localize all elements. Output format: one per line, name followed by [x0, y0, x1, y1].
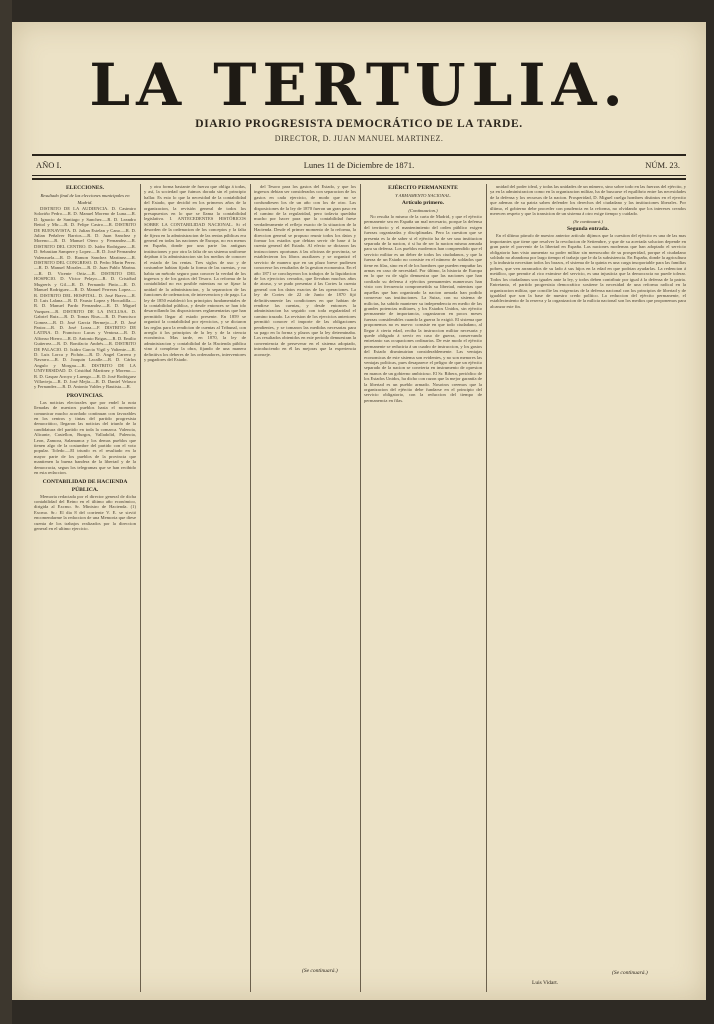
- column-5-continues: (Se continuará.): [612, 970, 648, 976]
- top-rule: [32, 154, 686, 156]
- issue-number: NÚM. 23.: [645, 160, 680, 170]
- column-separator-1: [140, 184, 141, 992]
- newspaper-page: [12, 22, 706, 1000]
- dateline-rule-top: [32, 175, 686, 176]
- dateline: [32, 160, 686, 174]
- column-5-signature-left: (Se continuará.): [573, 219, 603, 225]
- dateline-rule-bottom: [32, 178, 686, 180]
- column-3: [254, 184, 356, 994]
- column-3-continues: (Se continuará.): [302, 968, 338, 974]
- column-1-subheading: Resultado final de las elecciones municipales en Madrid.: [40, 193, 130, 205]
- column-4-subheading: Y ARMAMENTO NACIONAL.: [395, 193, 451, 198]
- column-5: [490, 184, 686, 994]
- column-4-heading-2: Artículo primero.: [401, 200, 445, 206]
- column-separator-4: [486, 184, 487, 992]
- column-5-body-2: En el último párrafo de nuestro anterior artículo dijimos que la cuestion del ejército es una de las mas importantes que tiene que resolver la revolucion de Setiembre, y que de su acertada solucion depende en gran parte el porvenir de la libertad en España. Las naciones modernas que han adoptado el servicio obligatorio han visto aumentar su poder militar sin menoscabo de su prosperidad, porque el ciudadano soldado no abandona por largo tiempo el trabajo que le da la subsistencia. En España, donde la agricultura y la industria necesitan todos los brazos, el sistema de la quinta es una carga insoportable para las familias pobres, que ven arrancados de su lado á sus hijos en la edad en que podrian ayudarlas. La redencion á metálico, que permite al rico eximirse del servicio, es una injusticia que la democracia no puede tolerar. Todos los ciudadanos son iguales ante la ley, y todos deben contribuir por igual á la defensa de la patria. Entretanto, el partido progresista democrático sostiene la necesidad de una reforma radical en la organizacion militar, que concilie las exigencias de la defensa nacional con los principios de libertad y de igualdad que son la base de nuestro credo político. La reduccion del ejército permanente, el establecimiento de la reserva y la organizacion de la milicia nacional son los medios que proponemos para alcanzar este fin.: [490, 233, 686, 309]
- column-2: [144, 184, 246, 994]
- column-5-heading-2: Segunda entrada.: [567, 226, 609, 233]
- issue-year: AÑO I.: [36, 160, 62, 170]
- column-separator-3: [360, 184, 361, 992]
- column-1-heading-2: PROVINCIAS.: [66, 392, 104, 399]
- column-1: [34, 184, 136, 994]
- issue-date: Lunes 11 de Diciembre de 1871.: [303, 160, 415, 170]
- column-2-body: y otra forma bastante de fuerza que obliga á todas, y así, la sociedad que fuimos dorada sin el principio hallar. Es esto lo que la necesidad de la contabilidad del Estado, que decidió en los primeros años de la organizacion, la revisión general de todos los presupuestos en lo que se llama la contabilidad legislativa. I. ANTECEDENTES HISTÓRICOS SOBRE LA CONTABILIDAD NACIONAL. Si el desorden de la ordenacion de los conceptos y la falta de fijeza en la administracion de las rentas públicas era general en todas las naciones de Europa, no era menos en España, donde por una parte las antiguas instituciones y por otra la falta de un sistema uniforme dejaban á la administracion sin los medios de conocer el estado de las rentas. Tres siglos de uso y de costumbre habian fijado la forma de las cuentas, y no habia un método seguro para conocer la verdad de los ingresos y de los gastos del Tesoro. La reforma de la contabilidad no era posible mientras no se fijase la unidad de la administracion, y la separacion de las funciones de ordenacion, de intervencion y de pago. La ley de 1850 estableció los principios fundamentales de la contabilidad pública, y desde entonces se han ido desarrollando las disposiciones reglamentarias que han permitido llegar al estado presente. En 1859 se organizó la contabilidad por ejercicios, y se dictaron las reglas para la rendicion de cuentas al Tribunal, con arreglo á los principios de la ley y de la ciencia económica. Mas tarde, en 1870, la ley de administracion y contabilidad de la Hacienda pública vino á completar la obra, fijando de una manera definitiva los deberes de los ordenadores, interventores y pagadores del Estado.: [144, 184, 246, 362]
- column-1-heading: ELECCIONES.: [65, 185, 105, 191]
- column-separator-2: [250, 184, 251, 992]
- column-4-body: No resulta lo mismo de la carta de Madrid, y que el ejército permanente sea en España un mal necesario, porque la defensa del territorio y el mantenimiento del orden público exigen fuerzas organizadas y disciplinadas. Pero la cuestion que se presenta es la de saber si el ejército ha de ser una institucion separada de la nacion, ó si ha de ser la nacion misma armada para su defensa. Los pueblos modernos han comprendido que el servicio militar es un deber de todos los ciudadanos, y que la fuerza de un Estado no consiste en el número de soldados que tiene en filas, sino en el de los hombres que pueden empuñar las armas en caso de necesidad. Por último, la historia de Europa en lo que va de siglo demuestra que las naciones que han confiado su defensa á ejércitos permanentes numerosos han visto con frecuencia comprometida su libertad, mientras que aquellas que han organizado la nacion armada han podido conservar sus instituciones. La Suiza, con su sistema de milicias, ha sabido mantener su independencia en medio de las grandes potencias militares, y los Estados Unidos, sin ejército permanente de importancia, organizaron en pocos meses fuerzas considerables cuando la guerra lo exigió. El sistema que proponemos no es nuevo: consiste en que todo ciudadano, al llegar á cierta edad, reciba la instruccion militar necesaria y quede obligado á servir en caso de guerra, conservando entretanto sus ocupaciones ordinarias. De este modo el ejército permanente se reduciria á un cuadro de instruccion, y los gastos del Estado disminuirian considerablemente. Las ventajas economicas de este sistema son evidentes, y no son menores las ventajas politicas, pues desaparece el peligro de que un ejército separado de la nacion se convierta en instrumento de opresion en manos de un gobierno ambicioso. El Sr. Ribera, periódico de los Estados Unidos, ha dicho con razon que la mejor garantía de la libertad es un pueblo armado. Nosotros creemos que la organizacion del ejército debe fundarse en el principio del servicio obligatorio, con la reduccion del tiempo de permanencia en filas.: [364, 214, 482, 403]
- column-1-body-2: Las noticias electorales que por endel la nota llenadas de nuestros pueblos hasta el momento comunicar mucho acordado continuan con favorables en los centros y tintas del partido progresista democrático, llegaron las noticias del triunfo de la candidatura del partido en toda la comarca. Valencia, Alicante, Castellon, Burgos, Valladolid, Palencia, Leon, Zamora, Salamanca y los demas pueblos que tienen algo de la costumbre del partido con el voto popular. Toledo.—El triunfo es el resultado en la mayor parte de los pueblos de la provincia que mantienen la buena bandera de la libertad y de la democracia, segun los telegramas que se han recibido en esta redaccion.: [34, 399, 136, 476]
- column-5-body: unidad del poder ideal, y todas las unidades de un número, sino sobre todo en las fuerzas del ejército, y ya en la administracion como en la organizacion militar, ha de buscarse el equilibrio entre las necesidades de la defensa y los recursos de la nacion. Prosperidad, D. Miguel cuelga hombres distintos en el ejercito que ademas de su patria saben defender los derechos del ciudadano y las instituciones liberales. Por último, el gobierno debe proceder con prudencia en la reforma, no olvidando que los intereses creados merecen respeto y que la transicion de un sistema á otro exige tiempo y cuidado.: [490, 184, 686, 217]
- column-5-signature: Luis Vidart.: [532, 980, 559, 986]
- column-1-body-3: Memoria redactada por el director general de dicha contabilidad del Reino en el último año económico, dirigida al Excmo. Sr. Ministro de Hacienda. (1) Excmo. Sr.: El dia 8 del corriente V. E. se sirvió encomendarme la redaccion de una Memoria que diese cuenta de los trabajos realizados por la direccion general en el ultimo ejercicio.: [34, 493, 136, 531]
- column-4: [364, 184, 482, 994]
- column-4-heading: EJÉRCITO PERMANENTE: [388, 185, 458, 191]
- column-3-body: del Tesoro para los gastos del Estado, y que los ingresos debian ser considerados con separacion de los gastos en cada ejercicio, de modo que no se confundiesen los de un año con los de otro. Las disposiciones de la ley de 1870 fueron un gran paso en el camino de la regularidad, pero todavia quedaba mucho por hacer para que la contabilidad fuese verdaderamente el reflejo exacto de la situacion de la Hacienda. Desde el primer momento de la reforma, la direccion general se propuso reunir todos los datos y formar los estados que debian servir de base á la cuenta general del Estado. Al efecto se dictaron las instrucciones oportunas á las oficinas de provincia, se establecieron los libros auxiliares y se organizó el servicio de manera que en un plazo breve pudiesen conocerse los resultados de la gestion economica. En el año 1871 se concluyeron los trabajos de la liquidacion de los ejercicios cerrados, que llevaban muchos años de atraso, y se pudo presentar á las Cortes la cuenta general con los datos exactos de las operaciones. La ley de Cortes de 22 de Junio de 1870 fijó definitivamente las condiciones en que habian de rendirse las cuentas, y desde entonces la administracion ha seguido con toda regularidad el camino trazado. La revision de los ejercicios anteriores permitió conocer el importe de las obligaciones pendientes, y se tomaron las medidas necesarias para su pago en la forma y plazos que la ley determinaba. Los resultados obtenidos en este periodo demuestran la conveniencia de perseverar en el sistema adoptado, introduciendo en él las mejoras que la experiencia aconseje.: [254, 184, 356, 357]
- column-4-subheading-2: (Continuacion.): [408, 208, 438, 213]
- masthead-subtitle: DIARIO PROGRESISTA DEMOCRÁTICO DE LA TARDE.: [195, 118, 523, 130]
- masthead-title: LA TERTULIA.: [89, 51, 629, 119]
- column-1-heading-3: CONTABILIDAD DE HACIENDA PÚBLICA.: [42, 478, 128, 493]
- binding-spine: [0, 0, 12, 1024]
- masthead-director: DIRECTOR, D. JUAN MANUEL MARTINEZ.: [274, 134, 444, 143]
- column-1-body: DISTRITO DE LA AUDIENCIA. D. Casimiro Soloriño Pedro.—R. D. Manuel Moreno de Luna.—R. D. Ignacio de Santiago y Sanchez.—R. D. Leandro Bettol y Mir.—R. D. Felipe Castro.—R. DISTRITO DE BUENAVISTA. D. Julian Estelan y Cano.—R. D. Julian Peñalver Barrios.—R. D. Juan Sanchez y Moreno.—R. D. Manuel Otero y Fernandez.—R. DISTRITO DEL CENTRO. D. Isidro Rodriguez.—R. D. Sebastian Sampere y Lopez.—R. D. José Fernandez Valenzuela.—R. D. Ramon Sanchez Martinez.—R. DISTRITO DEL CONGRESO. D. Pedro Marin Perez.—R. D. Manuel Morales.—R. D. Juan Pablo Marina.—R. D. Vicente Ortiz.—R. DISTRITO DEL HOSPICIO. D. Víctor Pelayo.—R. D. Cristóbal Mugrerís y Gil.—R. D. Fernando Pinto.—R. D. Manuel Rodriguez.—R. D. Manuel Ferreras Lopez.—R. DISTRITO DEL HOSPITAL. D. José Bravo.—R. D. Luis Lalana.—R. D. Fausto Lopez y Horcadilla.—R. D. Manuel Pardo Fernandez.—R. D. Miguel Vazquez.—R. DISTRITO DE LA INCLUSA. D. Gabriel Ruiz.—R. D. Tomas Rius.—R. D. Francisco Gomez.—R. D. José Garcia Bermejo.—F. D. José Pastor.—R. D. José Lorza.—F. DISTRITO DE LATINA. D. Francisco Lucas y Ventosa.—R. D. Alfonso Hierro.—R. D. Antonio Brigas.—R. D. Emilio Gutierrez.—R. D. Bonifacio Andrés.—R. DISTRITO DE PALACIO. D. Isidro Garcia Vigil y Valiente.—R. D. Luis Lorca y Pichón.—R. D. Angel Carrera y Navarro.—R. D. Joaquin Lacalle.—R. D. Cárlos Angulo y Morgau.—R. DISTRITO DE LA UNIVERSIDAD. D. Cristóbal Martinez y Moreno.—R. D. Gaspar Arroyo y Luengo.—R. D. José Rodriguez Villavieja.—R. D. José Mejía.—R. D. Daniel Velasco y Fernandez.—R. D. Antonio Valdes y Bautista.—R.: [34, 206, 136, 390]
